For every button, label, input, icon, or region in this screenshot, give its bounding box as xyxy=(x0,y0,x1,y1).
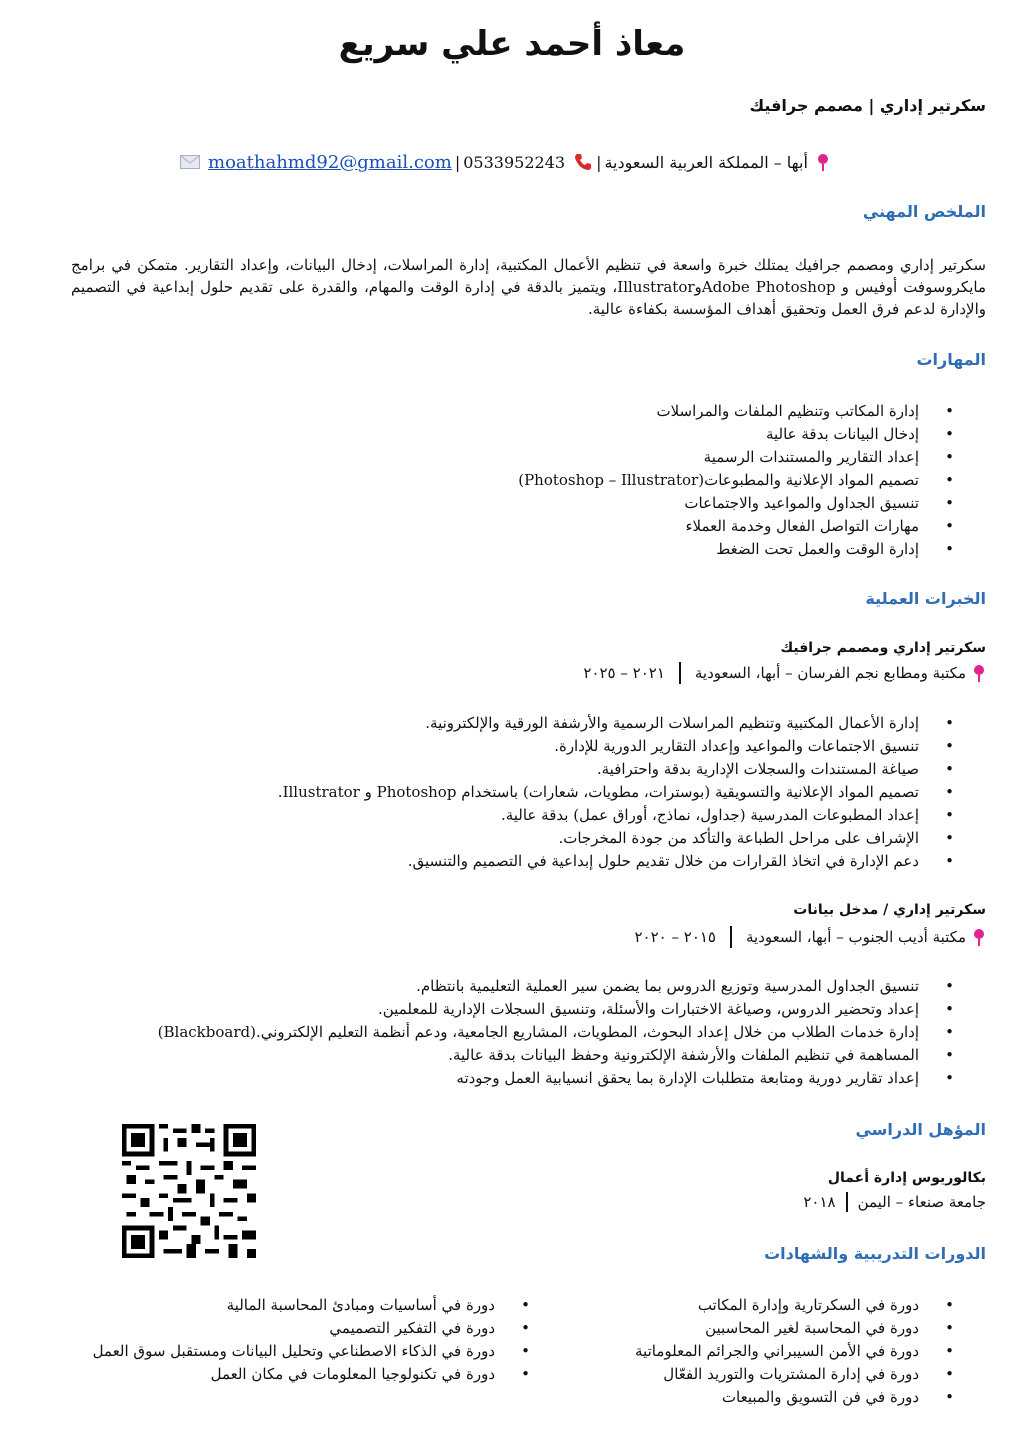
phone-icon xyxy=(573,152,593,172)
list-item: • تصميم المواد الإعلانية والتسويقية (بوسترات، مطويات، شعارات) باستخدام Photoshop و Illustrator. xyxy=(278,781,954,804)
job-period: ٢٠٢١ – ٢٠٢٥ xyxy=(583,664,665,682)
list-item: • دورة في التفكير التصميمي xyxy=(93,1317,530,1340)
list-item: • تنسيق الجداول المدرسية وتوزيع الدروس بما يضمن سير العملية التعليمية بانتظام. xyxy=(158,975,954,998)
location-text: أبها – المملكة العربية السعودية xyxy=(604,152,808,172)
list-item: • المساهمة في تنظيم الملفات والأرشفة الإلكترونية وحفظ البيانات بدقة عالية. xyxy=(158,1044,954,1067)
list-item: • دورة في الأمن السيبراني والجرائم المعلوماتية xyxy=(635,1340,954,1363)
location-pin-icon xyxy=(816,153,830,171)
list-item: • الإشراف على مراحل الطباعة والتأكد من جودة المخرجات. xyxy=(278,827,954,850)
job-place: مكتبة ومطابع نجم الفرسان – أبها، السعودية xyxy=(694,664,966,682)
job-period: ٢٠١٥ – ٢٠٢٠ xyxy=(634,928,716,946)
list-item: • صياغة المستندات والسجلات الإدارية بدقة واحترافية. xyxy=(278,758,954,781)
phone-group xyxy=(463,152,593,172)
phone-number: 0533952243 xyxy=(463,152,566,172)
list-item: • تنسيق الجداول والمواعيد والاجتماعات xyxy=(518,492,954,515)
job-duties-2 xyxy=(158,975,954,1090)
list-item: • إدارة الوقت والعمل تحت الضغط xyxy=(518,538,954,561)
location-group xyxy=(604,153,829,172)
list-item: • دورة في المحاسبة لغير المحاسبين xyxy=(635,1317,954,1340)
separator: | xyxy=(596,152,602,172)
job-duties-1 xyxy=(278,712,954,873)
qr-code-icon xyxy=(118,1124,260,1258)
experience-heading: الخبرات العملية xyxy=(865,589,986,608)
list-item: • إعداد وتحضير الدروس، وصياغة الاختبارات والأسئلة، وتنسيق السجلات الإدارية للمعلمين. xyxy=(158,998,954,1021)
location-pin-icon xyxy=(972,928,986,946)
list-item: • إعداد المطبوعات المدرسية (جداول، نماذج، أوراق عمل) بدقة عالية. xyxy=(278,804,954,827)
location-pin-icon xyxy=(972,664,986,682)
divider xyxy=(730,926,732,948)
list-item: • تصميم المواد الإعلانية والمطبوعات(Photoshop – Illustrator) xyxy=(518,469,954,492)
list-item: • مهارات التواصل الفعال وخدمة العملاء xyxy=(518,515,954,538)
divider xyxy=(846,1192,848,1212)
list-item: • دورة في أساسيات ومبادئ المحاسبة المالية xyxy=(93,1294,530,1317)
degree: بكالوريوس إدارة أعمال xyxy=(827,1170,986,1186)
courses-list-left xyxy=(93,1294,530,1386)
education-heading: المؤهل الدراسي xyxy=(855,1120,986,1139)
job-place: مكتبة أديب الجنوب – أبها، السعودية xyxy=(746,928,966,946)
list-item: • إعداد تقارير دورية ومتابعة متطلبات الإدارة بما يحقق انسيابية العمل وجودته xyxy=(158,1067,954,1090)
mail-icon xyxy=(180,155,200,169)
separator: | xyxy=(454,152,461,172)
skills-list xyxy=(518,400,954,561)
list-item: • إدارة الأعمال المكتبية وتنظيم المراسلات الرسمية والأرشفة الورقية والإلكترونية. xyxy=(278,712,954,735)
list-item: • إعداد التقارير والمستندات الرسمية xyxy=(518,446,954,469)
email-group[interactable] xyxy=(180,152,452,173)
job-location-2 xyxy=(634,926,986,948)
list-item: • إدارة المكاتب وتنظيم الملفات والمراسلات xyxy=(518,400,954,423)
list-item: • دورة في فن التسويق والمبيعات xyxy=(635,1386,954,1409)
job-location-1 xyxy=(583,662,986,684)
list-item: • تنسيق الاجتماعات والمواعيد وإعداد التقارير الدورية للإدارة. xyxy=(278,735,954,758)
divider xyxy=(679,662,681,684)
graduation-year: ٢٠١٨ xyxy=(803,1193,836,1211)
list-item: • دورة في إدارة المشتريات والتوريد الفعّال xyxy=(635,1363,954,1386)
job-title: سكرتير إداري | مصمم جرافيك xyxy=(749,96,986,115)
courses-heading: الدورات التدريبية والشهادات xyxy=(764,1244,986,1263)
courses-list-right xyxy=(635,1294,954,1409)
job-title-1: سكرتير إداري ومصمم جرافيك xyxy=(780,640,986,656)
job-title-2: سكرتير إداري / مدخل بيانات xyxy=(793,902,986,918)
list-item: • إدخال البيانات بدقة عالية xyxy=(518,423,954,446)
summary-text: سكرتير إداري ومصمم جرافيك يمتلك خبرة واسعة في تنظيم الأعمال المكتبية، إدارة المراسلات، إدخال البيانات، وإعداد التقارير. متمكن في برامج مايكروسوفت أوفيس و Adobe PhotoshopوIllustrator، ويتميز بالدقة في إدارة الوقت والمهام، والقدرة على تقديم حلول إبداعية في التصميم والإدارة لدعم فرق العمل وتحقيق أهداف المؤسسة بكفاءة عالية. xyxy=(71,256,986,318)
list-item: • دورة في الذكاء الاصطناعي وتحليل البيانات ومستقبل سوق العمل xyxy=(93,1340,530,1363)
university-line xyxy=(803,1192,986,1212)
list-item: • دورة في تكنولوجيا المعلومات في مكان العمل xyxy=(93,1363,530,1386)
list-item: • دورة في السكرتارية وإدارة المكاتب xyxy=(635,1294,954,1317)
summary-heading: الملخص المهني xyxy=(862,202,986,221)
list-item: • دعم الإدارة في اتخاذ القرارات من خلال تقديم حلول إبداعية في التصميم والتنسيق. xyxy=(278,850,954,873)
university: جامعة صنعاء – اليمن xyxy=(857,1193,986,1211)
contact-line xyxy=(180,148,830,176)
email-link[interactable]: moathahmd92@gmail.com xyxy=(208,151,452,173)
skills-heading: المهارات xyxy=(916,350,986,369)
list-item: • إدارة خدمات الطلاب من خلال إعداد البحوث، المطويات، المشاريع الجامعية، ودعم أنظمة التعليم الإلكتروني.(Blackboard) xyxy=(158,1021,954,1044)
person-name: معاذ أحمد علي سريع xyxy=(338,24,686,64)
